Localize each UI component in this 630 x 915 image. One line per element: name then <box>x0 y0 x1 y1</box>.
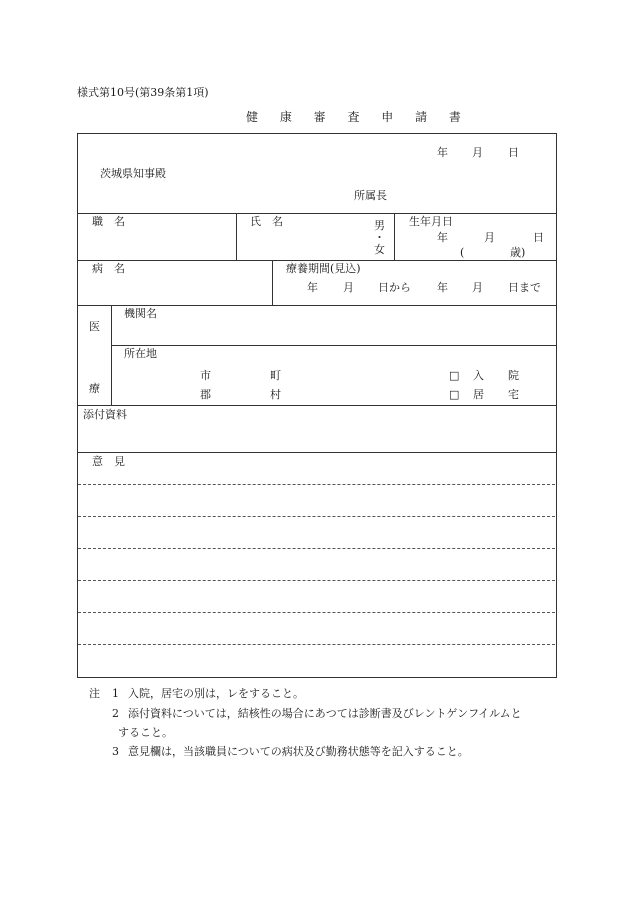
city-label: 市 <box>200 369 211 382</box>
note-2-number: 2 <box>112 707 119 720</box>
to-month: 月 <box>472 281 483 294</box>
divider <box>77 452 557 453</box>
date-day: 日 <box>508 146 519 159</box>
age-open: ( <box>460 246 465 259</box>
divider <box>394 213 395 260</box>
home-care-label-1: 居 <box>473 388 484 401</box>
divider <box>272 260 273 305</box>
opinion-label: 意 見 <box>92 455 125 468</box>
form-title: 健 康 審 査 申 請 書 <box>246 110 470 124</box>
divider <box>111 305 112 405</box>
institution-name-label: 機関名 <box>124 307 157 320</box>
opinion-line <box>78 612 555 613</box>
department-head: 所属長 <box>354 189 387 202</box>
divider <box>111 345 557 346</box>
opinion-line <box>78 484 555 485</box>
medical-side-label-bottom: 療 <box>89 382 100 395</box>
notes-prefix: 注 <box>89 687 100 700</box>
treatment-period-label: 療養期間(見込) <box>286 262 361 275</box>
village-label: 村 <box>270 388 281 401</box>
note-3-number: 3 <box>112 745 119 758</box>
hospitalized-checkbox[interactable]: □ <box>449 369 460 382</box>
note-3-text: 意見欄は，当該職員についての病状及び勤務状態等を記入すること。 <box>128 745 469 758</box>
opinion-line <box>78 516 555 517</box>
medical-side-label-top: 医 <box>89 320 100 333</box>
note-1-text: 入院，居宅の別は，レをすること。 <box>128 687 304 700</box>
to-year: 年 <box>437 281 448 294</box>
note-2-text-continued: すること。 <box>118 726 173 739</box>
divider <box>236 213 237 260</box>
town-label: 町 <box>270 369 281 382</box>
to-day: 日まで <box>508 281 541 294</box>
note-1-number: 1 <box>112 687 119 700</box>
opinion-line <box>78 580 555 581</box>
hospitalized-label-1: 入 <box>473 369 484 382</box>
note-2-text: 添付資料については，結核性の場合にあつては診断書及びレントゲンフイルムと <box>128 707 522 720</box>
age-close: 歳) <box>510 246 526 259</box>
sex-male: 男 <box>374 219 385 232</box>
home-care-checkbox[interactable]: □ <box>449 388 460 401</box>
form-number: 様式第10号(第39条第1項) <box>77 86 209 99</box>
birth-day: 日 <box>533 231 544 244</box>
date-month: 月 <box>472 146 483 159</box>
divider <box>77 305 557 306</box>
hospitalized-label-2: 院 <box>508 369 519 382</box>
opinion-line <box>78 644 555 645</box>
divider <box>77 405 557 406</box>
addressee: 茨城県知事殿 <box>100 167 166 180</box>
opinion-line <box>78 548 555 549</box>
sex-female: 女 <box>374 243 385 256</box>
date-year: 年 <box>437 146 448 159</box>
sex-separator: ・ <box>374 231 385 244</box>
divider <box>77 260 557 261</box>
attachments-label: 添付資料 <box>83 408 127 421</box>
county-label: 郡 <box>200 388 211 401</box>
from-day: 日から <box>378 281 411 294</box>
location-label: 所在地 <box>124 347 157 360</box>
job-title-label: 職 名 <box>92 215 125 228</box>
from-month: 月 <box>343 281 354 294</box>
home-care-label-2: 宅 <box>508 388 519 401</box>
from-year: 年 <box>307 281 318 294</box>
birthdate-label: 生年月日 <box>409 215 453 228</box>
divider <box>77 213 557 214</box>
birth-year: 年 <box>437 231 448 244</box>
birth-month: 月 <box>484 231 495 244</box>
name-label: 氏 名 <box>250 215 283 228</box>
disease-name-label: 病 名 <box>92 262 125 275</box>
